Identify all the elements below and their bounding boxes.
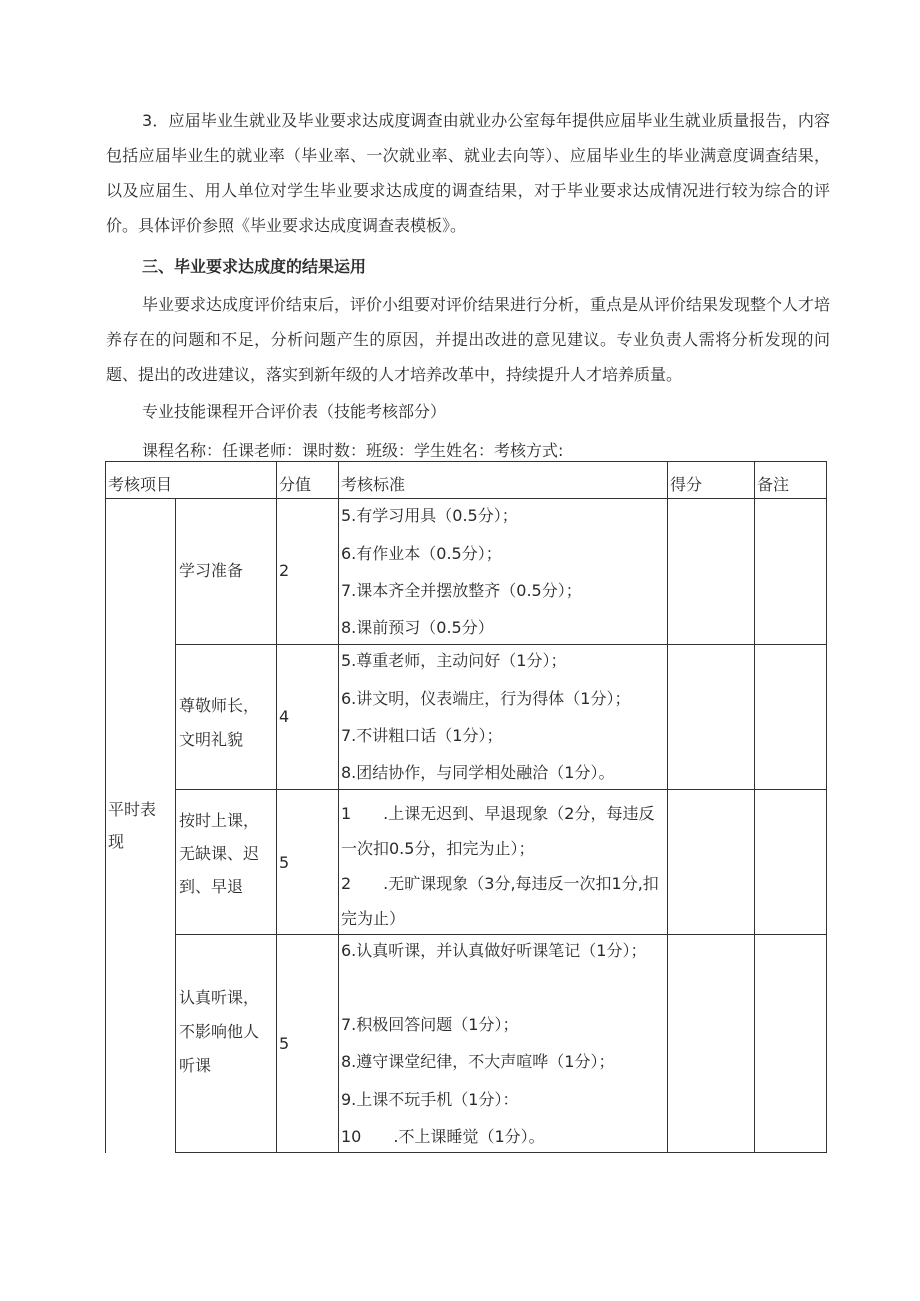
row-2-score: 4 bbox=[279, 707, 290, 726]
row-4-criterion: 8.遵守课堂纪律，不大声喧哗（1分）； bbox=[341, 1052, 615, 1071]
header-score: 分值 bbox=[279, 475, 312, 494]
row-2-criterion: 8.团结协作，与同学相处融洽（1分）。 bbox=[341, 763, 615, 782]
row-2-criterion: 5.尊重老师，主动问好（1分）； bbox=[341, 651, 567, 670]
row-1-subitem: 学习准备 bbox=[179, 561, 244, 580]
row-1-score: 2 bbox=[279, 561, 290, 580]
row-2-subitem: 尊敬师长，文明礼貌 bbox=[179, 696, 260, 749]
row-3-subitem: 按时上课，无缺课、迟到、早退 bbox=[179, 811, 260, 896]
course-info-line: 课程名称：任课老师：课时数：班级：学生姓名：考核方式: bbox=[142, 441, 564, 460]
row-1-criterion: 8.课前预习（0.5分） bbox=[341, 618, 494, 637]
row-1-criterion: 6.有作业本（0.5分）； bbox=[341, 544, 502, 563]
evaluation-table bbox=[105, 461, 827, 1153]
row-2-criterion: 7.不讲粗口话（1分）； bbox=[341, 726, 503, 745]
header-note: 备注 bbox=[757, 475, 790, 494]
header-item: 考核项目 bbox=[108, 475, 173, 494]
row-1-criterion: 7.课本齐全并摆放整齐（0.5分）； bbox=[341, 581, 582, 600]
row-4-criterion: 9.上课不玩手机（1分）： bbox=[341, 1090, 519, 1109]
paragraph-employment-survey: 3．应届毕业生就业及毕业要求达成度调查由就业办公室每年提供应届毕业生就业质量报告，内容包括应届毕业生的就业率（毕业率、一次就业率、就业去向等）、应届毕业生的毕业满意度调查结果，以及应届生、用人单位对学生毕业要求达成度的调查结果，对于毕业要求达成情况进行较为综合的评价。具体评价参照《毕业要求达成度调查表模板》。 bbox=[106, 111, 830, 235]
paragraph-results-application: 毕业要求达成度评价结束后，评价小组要对评价结果进行分析，重点是从评价结果发现整个人才培养存在的问题和不足，分析问题产生的原因，并提出改进的意见建议。专业负责人需将分析发现的问题、提出的改进建议，落实到新年级的人才培养改革中，持续提升人才培养质量。 bbox=[106, 295, 831, 384]
row-2-criterion: 6.讲文明，仪表端庄，行为得体（1分）； bbox=[341, 689, 631, 708]
row-3-criterion: 1 .上课无迟到、早退现象（2分，每违反一次扣0.5分，扣完为止）； bbox=[341, 804, 655, 858]
row-3-criterion: 2 .无旷课现象（3分,每违反一次扣1分,扣完为止） bbox=[341, 874, 659, 928]
header-standard: 考核标准 bbox=[341, 475, 406, 494]
row-1-criterion: 5.有学习用具（0.5分）； bbox=[341, 506, 518, 525]
row-4-score: 5 bbox=[279, 1034, 290, 1053]
row-3-score: 5 bbox=[279, 853, 290, 872]
row-4-criterion: 7.积极回答问题（1分）； bbox=[341, 1015, 519, 1034]
row-4-criterion: 10 .不上课睡觉（1分）。 bbox=[341, 1127, 545, 1146]
header-got-score: 得分 bbox=[670, 475, 703, 494]
category-cell: 平时表现 bbox=[108, 800, 157, 851]
row-4-subitem: 认真听课，不影响他人听课 bbox=[179, 988, 260, 1075]
table-caption: 专业技能课程开合评价表（技能考核部分） bbox=[142, 402, 447, 421]
row-4-criterion: 6.认真听课，并认真做好听课笔记（1分）； bbox=[341, 941, 647, 960]
section-heading-3: 三、毕业要求达成度的结果运用 bbox=[142, 257, 367, 276]
